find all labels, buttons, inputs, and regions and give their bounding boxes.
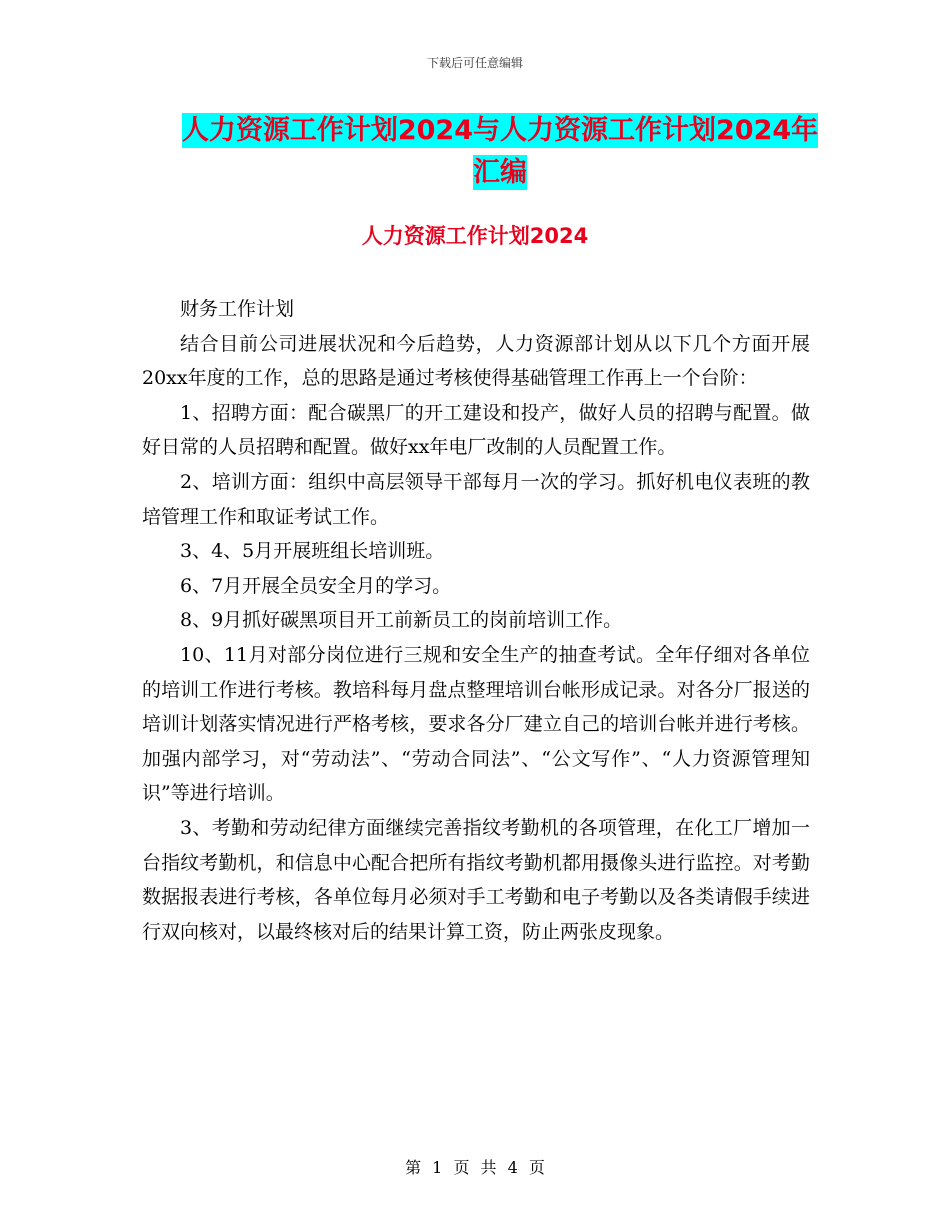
page-header: 下载后可任意编辑	[426, 56, 523, 70]
document-title	[140, 110, 860, 194]
document-title-line2: 汇编	[473, 157, 527, 188]
paragraph: 6、7月开展全员安全月的学习。	[180, 574, 452, 597]
paragraph: 3、4、5月开展班组长培训班。	[180, 540, 445, 563]
paragraph: 8、9月抓好碳黑项目开工前新员工的岗前培训工作。	[180, 609, 623, 632]
paragraph: 1、招聘方面：配合碳黑厂的开工建设和投产，做好人员的招聘与配置。做好日常的人员招聘和配置。做好xx年电厂改制的人员配置工作。	[142, 401, 810, 459]
paragraph: 3、考勤和劳动纪律方面继续完善指纹考勤机的各项管理，在化工厂增加一台指纹考勤机，和信息中心配合把所有指纹考勤机都用摄像头进行监控。对考勤数据报表进行考核，各单位每月必须对手工考勤和电子考勤以及各类请假手续进行双向核对，以最终核对后的结果计算工资，防止两张皮现象。	[142, 816, 810, 943]
paragraph: 财务工作计划	[180, 298, 295, 320]
paragraph: 2、培训方面：组织中高层领导干部每月一次的学习。抓好机电仪表班的教培管理工作和取证考试工作。	[142, 470, 810, 528]
document-title-line1: 人力资源工作计划2024与人力资源工作计划2024年	[181, 115, 819, 146]
paragraph: 10、11月对部分岗位进行三规和安全生产的抽查考试。全年仔细对各单位的培训工作进行考核。教培科每月盘点整理培训台帐形成记录。对各分厂报送的培训计划落实情况进行严格考核，要求各分厂建立自己的培训台帐并进行考核。加强内部学习，对“劳动法”、“劳动合同法”、“公文写作”、“人力资源管理知识”等进行培训。	[142, 643, 810, 805]
section-title: 人力资源工作计划2024	[361, 224, 589, 248]
paragraph: 结合目前公司进展状况和今后趋势，人力资源部计划从以下几个方面开展20xx年度的工作，总的思路是通过考核使得基础管理工作再上一个台阶：	[142, 332, 810, 390]
page-number: 第 1 页 共 4 页	[405, 1158, 545, 1177]
document-body	[142, 292, 810, 949]
